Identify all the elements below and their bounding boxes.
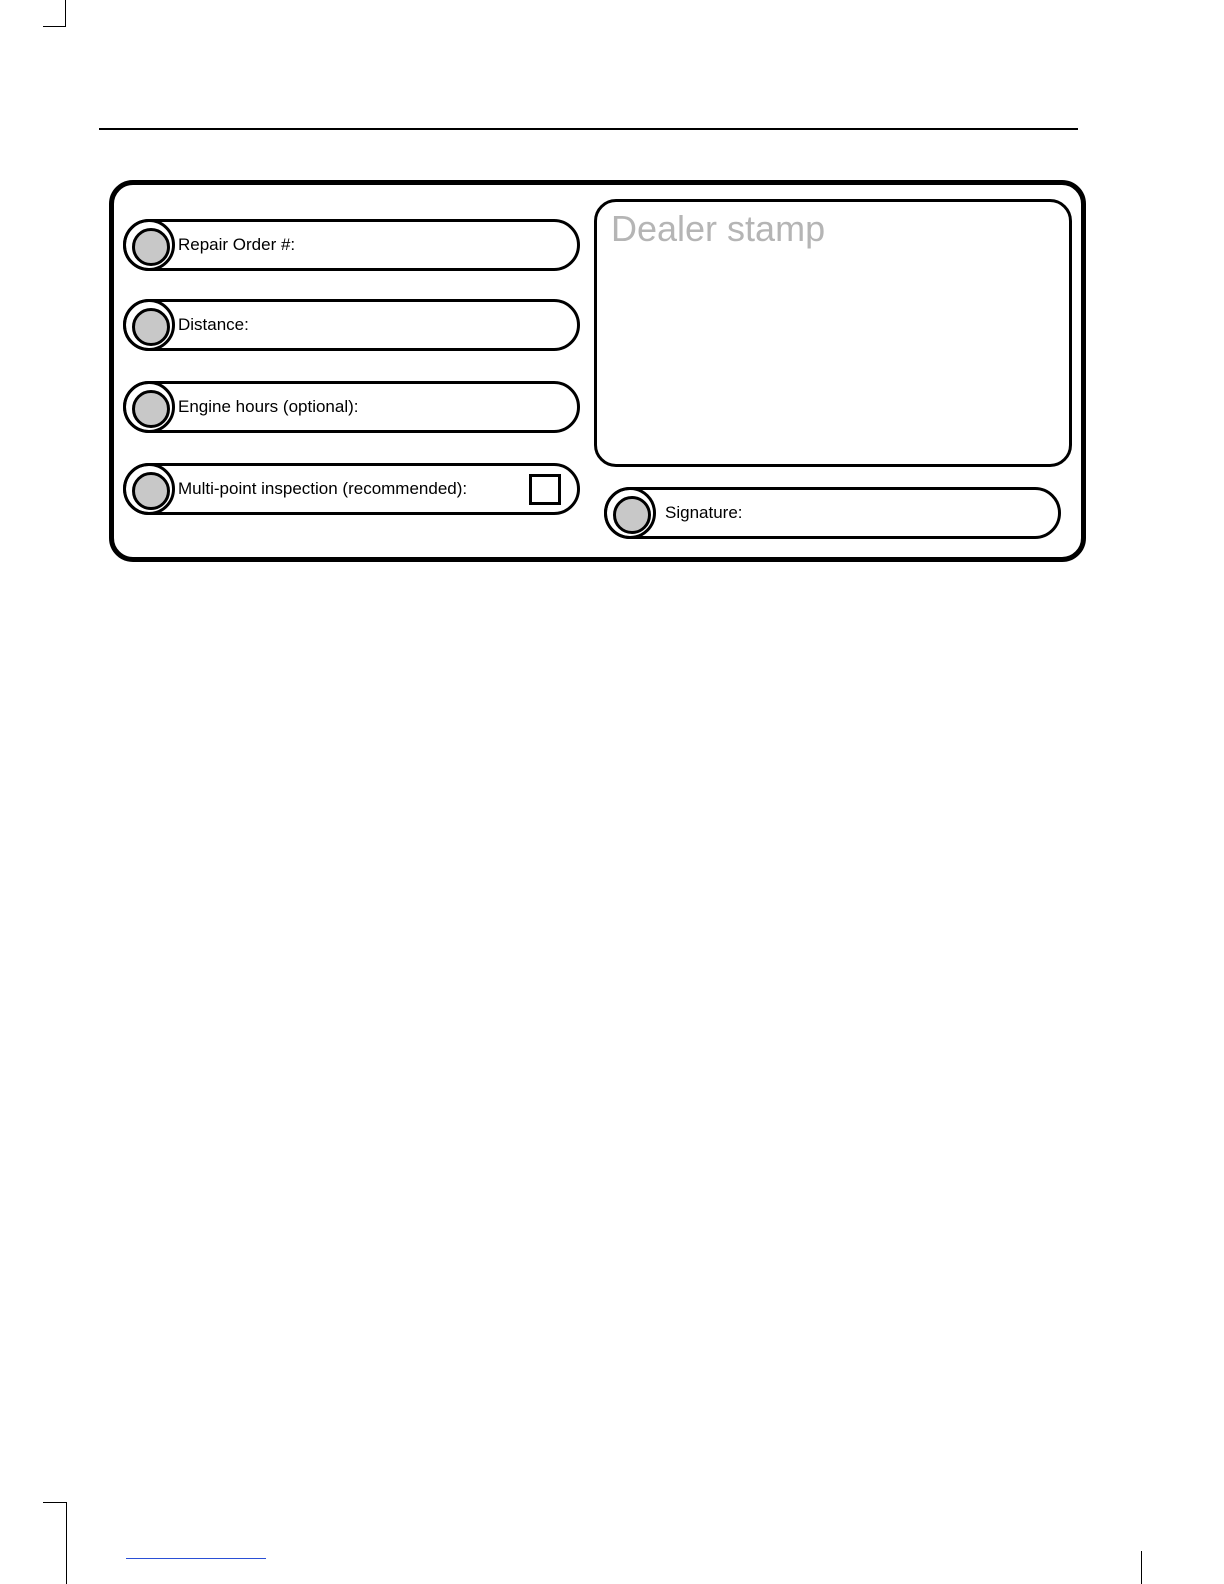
indicator-dot-icon <box>613 496 651 534</box>
signature-label: Signature: <box>665 503 743 522</box>
inspection-checkbox[interactable] <box>529 474 561 505</box>
crop-mark-top-left <box>43 0 66 27</box>
indicator-dot-icon <box>132 308 170 346</box>
inspection-field <box>123 463 580 515</box>
repair-order-field[interactable] <box>123 219 580 271</box>
crop-mark-bottom-right <box>1141 1551 1142 1584</box>
distance-label: Distance: <box>178 315 249 334</box>
crop-mark-bottom-left <box>43 1502 67 1584</box>
header-rule <box>99 128 1078 130</box>
distance-field[interactable] <box>123 299 580 351</box>
indicator-dot-icon <box>132 472 170 510</box>
repair-order-label: Repair Order #: <box>178 235 296 254</box>
footer-link-underline <box>126 1558 266 1559</box>
inspection-label: Multi-point inspection (recommended): <box>178 479 468 498</box>
indicator-dot-icon <box>132 228 170 266</box>
dealer-stamp-label: Dealer stamp <box>611 208 826 249</box>
signature-field[interactable] <box>604 487 1061 539</box>
indicator-dot-icon <box>132 390 170 428</box>
dealer-stamp-box <box>594 199 1072 467</box>
engine-hours-label: Engine hours (optional): <box>178 397 359 416</box>
engine-hours-field[interactable] <box>123 381 580 433</box>
